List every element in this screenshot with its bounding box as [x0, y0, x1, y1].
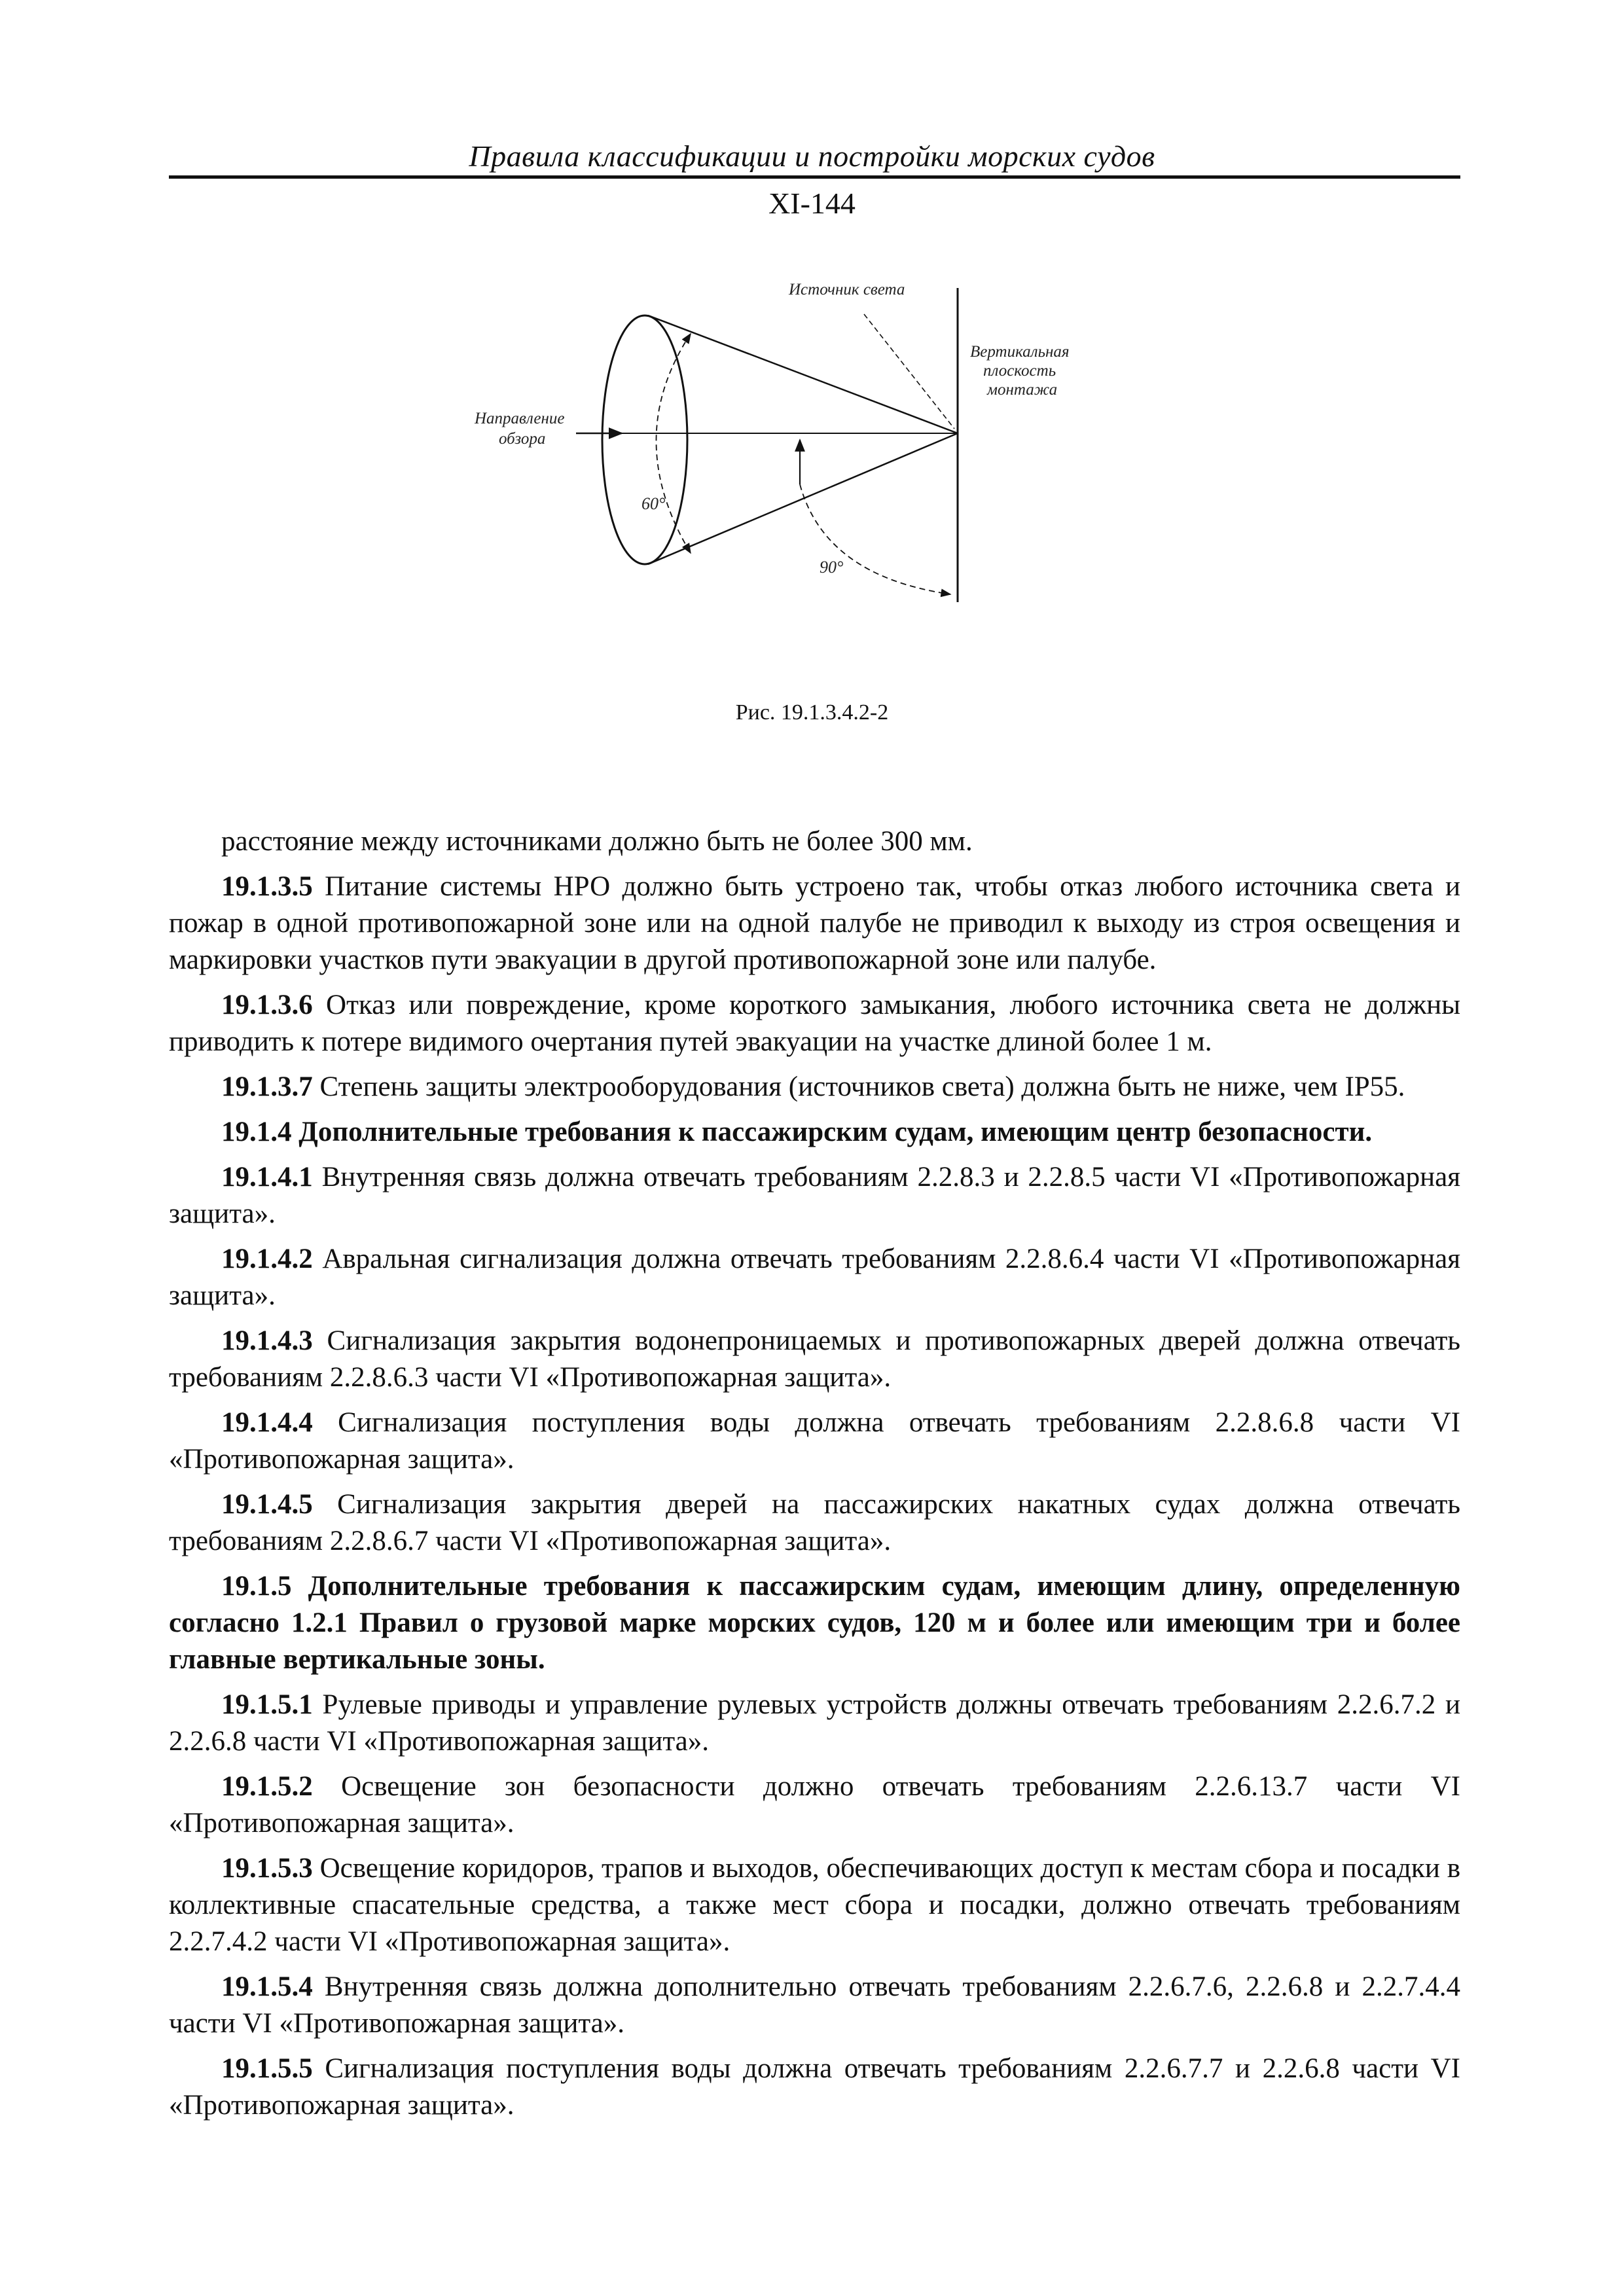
- paragraph-number: 19.1.4.2: [221, 1244, 313, 1274]
- paragraph-text: Сигнализация закрытия водонепроницаемых и противопожарных дверей должна отвечать требованиям 2.2.8.6.3 части VI «Противопожарная защита».: [169, 1325, 1460, 1393]
- diagram-svg: [419, 268, 1126, 622]
- paragraph-number: 19.1.5.2: [221, 1771, 313, 1802]
- paragraph-19-1-4-4: [169, 1405, 1460, 1478]
- paragraph-continuation: [169, 823, 1460, 860]
- label-angle-90: 90°: [820, 558, 844, 577]
- label-light-source: Источник света: [789, 281, 905, 298]
- light-source-pointer: [864, 314, 954, 429]
- body-text: [169, 823, 1460, 2124]
- viewing-cone-base: [602, 315, 687, 564]
- label-vertical-plane-1: Вертикальная: [970, 343, 1070, 361]
- paragraph-number: 19.1.5.3: [221, 1853, 313, 1884]
- label-vertical-plane-3: монтажа: [987, 381, 1058, 399]
- paragraph-text: Освещение зон безопасности должно отвечать требованиям 2.2.6.13.7 части VI «Противопожарная защита».: [169, 1771, 1460, 1839]
- paragraph-19-1-3-6: [169, 987, 1460, 1060]
- cone-lower-side: [648, 433, 958, 564]
- light-source-diagram: [419, 268, 1126, 622]
- paragraph-19-1-4-1: [169, 1159, 1460, 1232]
- paragraph-19-1-5-4: [169, 1969, 1460, 2042]
- angle-60-arc: [657, 334, 691, 553]
- paragraph-text: Сигнализация поступления воды должна отвечать требованиям 2.2.8.6.8 части VI «Противопожарная защита».: [169, 1407, 1460, 1475]
- paragraph-number: 19.1.5.4: [221, 1971, 313, 2002]
- paragraph-number: 19.1.5.5: [221, 2053, 313, 2084]
- page-number: XI-144: [768, 187, 856, 220]
- running-header-title: Правила классификации и постройки морских судов: [469, 139, 1155, 173]
- paragraph-text: Авральная сигнализация должна отвечать требованиям 2.2.8.6.4 части VI «Противопожарная защита».: [169, 1244, 1460, 1311]
- paragraph-number: 19.1.5.1: [221, 1689, 313, 1720]
- paragraph-19-1-4-5: [169, 1486, 1460, 1560]
- paragraph-text: Внутренняя связь должна дополнительно отвечать требованиям 2.2.6.7.6, 2.2.6.8 и 2.2.7.4.4 части VI «Противопожарная защита».: [169, 1971, 1460, 2039]
- section-heading-19-1-4: [169, 1114, 1460, 1151]
- paragraph-text: Отказ или повреждение, кроме короткого замыкания, любого источника света не должны приводить к потере видимого очертания путей эвакуации на участке длиной более 1 м.: [169, 990, 1460, 1057]
- section-heading-19-1-5: [169, 1568, 1460, 1678]
- label-view-direction-2: обзора: [499, 430, 546, 448]
- paragraph-number: 19.1.3.5: [221, 871, 313, 902]
- paragraph-number: 19.1.4.5: [221, 1489, 313, 1520]
- paragraph-19-1-4-2: [169, 1241, 1460, 1314]
- paragraph-text: Освещение коридоров, трапов и выходов, обеспечивающих доступ к местам сбора и посадки в коллективные спасательные средства, а также мест сбора и посадки, должно отвечать требованиям 2.2.7.4.2 части VI «Противопожарная защита».: [169, 1853, 1460, 1957]
- paragraph-text: Сигнализация закрытия дверей на пассажирских накатных судах должна отвечать требованиям 2.2.8.6.7 части VI «Противопожарная защита».: [169, 1489, 1460, 1556]
- paragraph-number: 19.1.4.3: [221, 1325, 313, 1356]
- paragraph-19-1-3-5: [169, 869, 1460, 978]
- paragraph-19-1-5-3: [169, 1850, 1460, 1960]
- paragraph-text: Сигнализация поступления воды должна отвечать требованиям 2.2.6.7.7 и 2.2.6.8 части VI «Противопожарная защита».: [169, 2053, 1460, 2121]
- cone-upper-side: [648, 315, 958, 433]
- paragraph-19-1-5-5: [169, 2051, 1460, 2124]
- label-vertical-plane-2: плоскость: [983, 362, 1056, 380]
- label-angle-60: 60°: [641, 494, 666, 513]
- angle-90-arc: [800, 484, 950, 594]
- header-divider: [169, 175, 1460, 179]
- paragraph-text: Питание системы НРО должно быть устроено так, чтобы отказ любого источника света и пожар в одной противопожарной зоне или на одной палубе не приводил к выходу из строя освещения и маркировки участков пути эвакуации в другой противопожарной зоне или палубе.: [169, 871, 1460, 975]
- paragraph-19-1-3-7: [169, 1069, 1460, 1105]
- paragraph-number: 19.1.5: [221, 1571, 292, 1602]
- paragraph-number: 19.1.4: [221, 1117, 292, 1147]
- paragraph-text: Степень защиты электрооборудования (источников света) должна быть не ниже, чем IP55.: [312, 1071, 1405, 1102]
- paragraph-text: Дополнительные требования к пассажирским судам, имеющим центр безопасности.: [291, 1117, 1373, 1147]
- paragraph-text: Дополнительные требования к пассажирским судам, имеющим длину, определенную согласно 1.2.1 Правил о грузовой марке морских судов, 120 м и более или имеющим три и более главные вертикальные зоны.: [169, 1571, 1460, 1675]
- paragraph-number: 19.1.4.1: [221, 1162, 313, 1193]
- paragraph-text: расстояние между источниками должно быть не более 300 мм.: [221, 826, 973, 857]
- paragraph-text: Рулевые приводы и управление рулевых устройств должны отвечать требованиям 2.2.6.7.2 и 2.2.6.8 части VI «Противопожарная защита».: [169, 1689, 1460, 1757]
- paragraph-text: Внутренняя связь должна отвечать требованиям 2.2.8.3 и 2.2.8.5 части VI «Противопожарная защита».: [169, 1162, 1460, 1229]
- paragraph-number: 19.1.4.4: [221, 1407, 313, 1438]
- figure-caption: Рис. 19.1.3.4.2-2: [735, 700, 889, 725]
- paragraph-19-1-5-2: [169, 1768, 1460, 1842]
- paragraph-19-1-4-3: [169, 1323, 1460, 1396]
- paragraph-19-1-5-1: [169, 1687, 1460, 1760]
- label-view-direction-1: Направление: [475, 410, 565, 427]
- paragraph-number: 19.1.3.7: [221, 1071, 313, 1102]
- paragraph-number: 19.1.3.6: [221, 990, 313, 1020]
